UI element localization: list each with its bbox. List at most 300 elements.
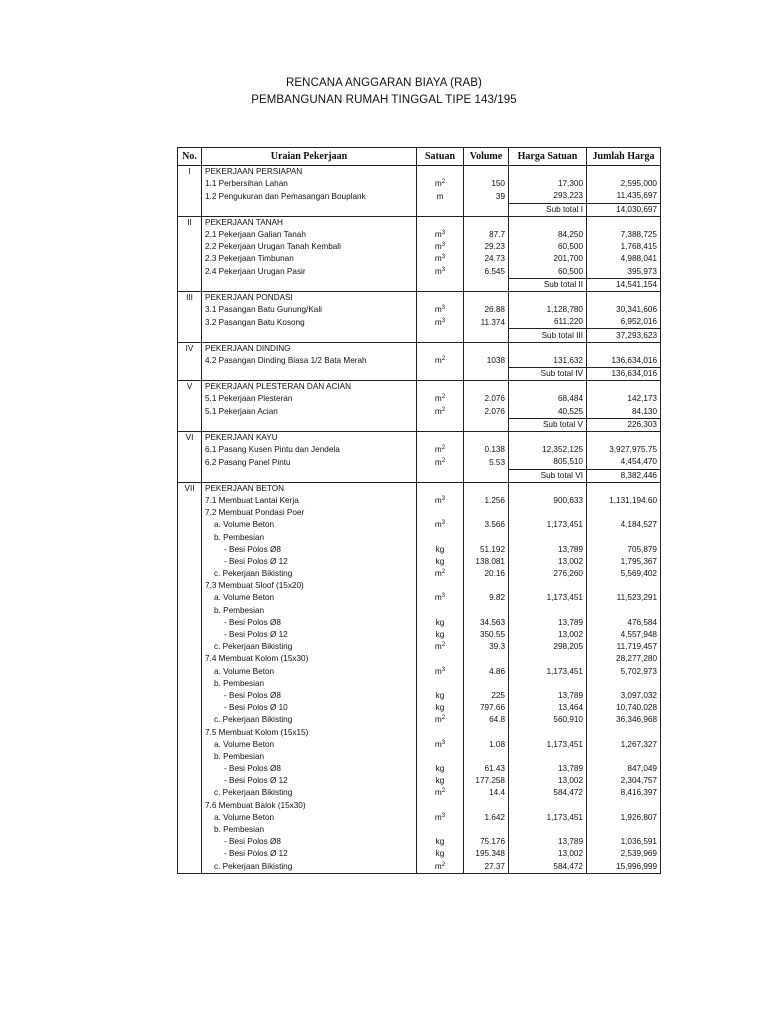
item-total (587, 507, 661, 519)
unit-text: m (434, 569, 442, 579)
unit-text: m (434, 861, 442, 871)
unit-exponent: 3 (441, 242, 446, 249)
item-row (178, 355, 661, 368)
number-cell (178, 702, 202, 714)
item-total: 3,097,032 (587, 690, 661, 702)
item-total: 15,996,999 (587, 861, 661, 874)
item-volume: 24.73 (464, 253, 509, 265)
item-total: 28,277,280 (587, 653, 661, 665)
number-cell (178, 641, 202, 653)
item-unit-price: 13,002 (509, 556, 587, 568)
item-total (587, 824, 661, 836)
item-unit-price: 13,464 (509, 702, 587, 714)
item-total: 1,768,415 (587, 241, 661, 253)
section-row (178, 431, 661, 444)
unit-text: m (434, 445, 442, 455)
item-row (178, 580, 661, 592)
item-unit (417, 393, 464, 405)
unit-cell (417, 368, 464, 381)
item-total: 30,341,606 (587, 304, 661, 316)
table-header-row (178, 148, 661, 166)
item-row (178, 568, 661, 580)
item-description: b. Pembesian (202, 605, 417, 617)
volume-cell (464, 482, 509, 495)
item-total (587, 726, 661, 738)
item-unit (417, 629, 464, 641)
item-description: 2.3 Pekerjaan Timbunan (202, 253, 417, 265)
item-row (178, 702, 661, 714)
unit-text: kg (435, 690, 445, 700)
unit-text: m (434, 242, 442, 252)
subtotal-label: Sub total VI (509, 469, 587, 482)
item-description: - Besi Polos Ø 12 (202, 629, 417, 641)
item-description: 6.2 Pasang Panel Pintu (202, 456, 417, 469)
item-volume (464, 531, 509, 543)
item-unit-price: 1,173,451 (509, 592, 587, 604)
unit-cell (417, 329, 464, 342)
item-description: b. Pembesian (202, 531, 417, 543)
col-header-jumlah-harga: Jumlah Harga (587, 148, 661, 166)
item-total (587, 800, 661, 812)
document-subtitle: PEMBANGUNAN RUMAH TINGGAL TIPE 143/195 (251, 94, 517, 106)
item-volume: 195.348 (464, 848, 509, 860)
number-cell (178, 368, 202, 381)
number-cell (178, 178, 202, 190)
item-volume: 150 (464, 178, 509, 190)
unit-text: m (434, 356, 442, 366)
item-row (178, 605, 661, 617)
item-row (178, 763, 661, 775)
subtotal-row (178, 368, 661, 381)
item-volume: 29.23 (464, 241, 509, 253)
number-cell (178, 666, 202, 678)
section-row (178, 216, 661, 229)
item-unit (417, 739, 464, 751)
item-description: - Besi Polos Ø 10 (202, 702, 417, 714)
unit-exponent: 2 (441, 569, 446, 576)
subtotal-row (178, 278, 661, 291)
unit-exponent: 3 (441, 593, 446, 600)
item-unit-price: 584,472 (509, 861, 587, 874)
unit-text: kg (435, 703, 445, 713)
item-row (178, 775, 661, 787)
section-row (178, 381, 661, 394)
item-unit (417, 617, 464, 629)
item-total: 476,584 (587, 617, 661, 629)
item-description: c. Pekerjaan Bikisting (202, 861, 417, 874)
unit-text: m (434, 394, 442, 404)
subtotal-value: 226,303 (587, 418, 661, 431)
item-total: 11,719,457 (587, 641, 661, 653)
item-unit (417, 824, 464, 836)
number-cell (178, 617, 202, 629)
item-unit (417, 507, 464, 519)
price-cell (509, 482, 587, 495)
item-unit (417, 580, 464, 592)
item-total: 3,927,975.75 (587, 444, 661, 456)
volume-cell (464, 431, 509, 444)
item-volume: 350.55 (464, 629, 509, 641)
description-cell (202, 368, 417, 381)
section-row (178, 342, 661, 355)
number-cell (178, 653, 202, 665)
item-unit-price (509, 678, 587, 690)
unit-cell (417, 278, 464, 291)
unit-text: m (434, 812, 442, 822)
unit-text: m (434, 254, 442, 264)
item-row (178, 178, 661, 190)
item-unit (417, 355, 464, 368)
subtotal-label: Sub total III (509, 329, 587, 342)
number-cell (178, 690, 202, 702)
col-header-harga-satuan: Harga Satuan (509, 148, 587, 166)
item-description: b. Pembesian (202, 824, 417, 836)
description-cell (202, 469, 417, 482)
item-description: 5.1 Pekerjaan Plesteran (202, 393, 417, 405)
item-description: a. Volume Beton (202, 519, 417, 531)
item-unit (417, 726, 464, 738)
number-cell (178, 229, 202, 241)
unit-text: m (434, 666, 442, 676)
col-header-uraian: Uraian Pekerjaan (202, 148, 417, 166)
item-total: 1,267,327 (587, 739, 661, 751)
unit-exponent: 3 (441, 266, 446, 273)
item-unit (417, 861, 464, 874)
number-cell (178, 848, 202, 860)
item-volume: 1.642 (464, 812, 509, 824)
item-unit (417, 836, 464, 848)
number-cell (178, 469, 202, 482)
number-cell (178, 266, 202, 279)
item-unit (417, 592, 464, 604)
item-row (178, 751, 661, 763)
unit-cell (417, 166, 464, 179)
item-row (178, 726, 661, 738)
item-row (178, 519, 661, 531)
item-row (178, 800, 661, 812)
total-cell (587, 482, 661, 495)
item-total: 10,740,028 (587, 702, 661, 714)
number-cell (178, 544, 202, 556)
volume-cell (464, 418, 509, 431)
unit-cell (417, 482, 464, 495)
item-description: - Besi Polos Ø8 (202, 617, 417, 629)
item-unit-price: 805,510 (509, 456, 587, 469)
item-total: 1,926,807 (587, 812, 661, 824)
item-volume: 177.258 (464, 775, 509, 787)
number-cell (178, 278, 202, 291)
item-unit-price: 1,128,780 (509, 304, 587, 316)
unit-text: kg (435, 630, 445, 640)
item-volume: 39 (464, 190, 509, 203)
item-unit-price (509, 653, 587, 665)
number-cell (178, 393, 202, 405)
item-volume (464, 800, 509, 812)
number-cell (178, 580, 202, 592)
item-description: c. Pekerjaan Bikisting (202, 714, 417, 726)
number-cell (178, 726, 202, 738)
item-description: 7.5 Membuat Kolom (15x15) (202, 726, 417, 738)
item-unit-price (509, 751, 587, 763)
item-unit-price: 13,789 (509, 544, 587, 556)
item-row (178, 592, 661, 604)
unit-exponent: 2 (441, 788, 446, 795)
item-total: 2,304,757 (587, 775, 661, 787)
unit-exponent: 3 (441, 812, 446, 819)
item-row (178, 812, 661, 824)
item-description: a. Volume Beton (202, 666, 417, 678)
section-number: IV (178, 342, 202, 355)
item-row (178, 714, 661, 726)
unit-exponent: 3 (441, 666, 446, 673)
price-cell (509, 216, 587, 229)
section-title: PEKERJAAN PONDASI (202, 291, 417, 304)
item-unit (417, 751, 464, 763)
item-description: 7.3 Membuat Sloof (15x20) (202, 580, 417, 592)
item-volume: 75.176 (464, 836, 509, 848)
number-cell (178, 861, 202, 874)
item-unit (417, 800, 464, 812)
item-unit-price (509, 824, 587, 836)
item-description: 7.6 Membuat Balok (15x30) (202, 800, 417, 812)
item-total: 11,435,697 (587, 190, 661, 203)
item-description: 2.1 Pekerjaan Galian Tanah (202, 229, 417, 241)
item-row (178, 316, 661, 329)
item-volume: 797.66 (464, 702, 509, 714)
subtotal-label: Sub total I (509, 203, 587, 216)
item-total: 5,702,973 (587, 666, 661, 678)
unit-text: m (434, 788, 442, 798)
number-cell (178, 316, 202, 329)
unit-cell (417, 381, 464, 394)
number-cell (178, 203, 202, 216)
number-cell (178, 253, 202, 265)
item-volume: 87.7 (464, 229, 509, 241)
item-unit-price: 13,789 (509, 617, 587, 629)
number-cell (178, 836, 202, 848)
item-volume (464, 751, 509, 763)
item-unit-price: 84,250 (509, 229, 587, 241)
unit-text: m (434, 317, 442, 327)
item-unit (417, 666, 464, 678)
total-cell (587, 381, 661, 394)
unit-exponent: 3 (441, 317, 446, 324)
unit-text: m (434, 520, 442, 530)
item-unit-price: 276,260 (509, 568, 587, 580)
item-volume (464, 580, 509, 592)
item-volume: 51.192 (464, 544, 509, 556)
item-unit-price: 293,223 (509, 190, 587, 203)
subtotal-label: Sub total IV (509, 368, 587, 381)
item-row (178, 787, 661, 799)
item-volume: 34.563 (464, 617, 509, 629)
item-row (178, 544, 661, 556)
section-title: PEKERJAAN BETON (202, 482, 417, 495)
item-row (178, 393, 661, 405)
item-volume: 3.566 (464, 519, 509, 531)
item-description: 3.2 Pasangan Batu Kosong (202, 316, 417, 329)
item-row (178, 629, 661, 641)
number-cell (178, 406, 202, 419)
item-unit (417, 190, 464, 203)
item-unit-price: 298,205 (509, 641, 587, 653)
number-cell (178, 190, 202, 203)
unit-cell (417, 469, 464, 482)
item-unit-price: 60,500 (509, 241, 587, 253)
item-unit (417, 848, 464, 860)
number-cell (178, 678, 202, 690)
item-unit-price: 900,633 (509, 495, 587, 507)
item-total (587, 580, 661, 592)
unit-text: m (434, 457, 442, 467)
description-cell (202, 418, 417, 431)
item-unit-price (509, 531, 587, 543)
subtotal-value: 136,634,016 (587, 368, 661, 381)
item-unit-price: 1,173,451 (509, 666, 587, 678)
unit-text: m (434, 715, 442, 725)
number-cell (178, 507, 202, 519)
number-cell (178, 444, 202, 456)
price-cell (509, 166, 587, 179)
item-unit-price: 560,910 (509, 714, 587, 726)
item-row (178, 304, 661, 316)
item-description: - Besi Polos Ø8 (202, 544, 417, 556)
subtotal-value: 14,541,154 (587, 278, 661, 291)
item-row (178, 617, 661, 629)
item-unit (417, 556, 464, 568)
unit-text: kg (435, 544, 445, 554)
unit-exponent: 3 (441, 520, 446, 527)
item-unit (417, 653, 464, 665)
item-volume (464, 507, 509, 519)
item-description: - Besi Polos Ø 12 (202, 556, 417, 568)
item-description: 2.2 Pekerjaan Urugan Tanah Kembali (202, 241, 417, 253)
item-volume: 1.256 (464, 495, 509, 507)
item-volume: 39.3 (464, 641, 509, 653)
unit-text: m (434, 305, 442, 315)
item-description: - Besi Polos Ø8 (202, 763, 417, 775)
section-title: PEKERJAAN DINDING (202, 342, 417, 355)
item-volume: 14.4 (464, 787, 509, 799)
item-unit (417, 456, 464, 469)
subtotal-row (178, 329, 661, 342)
number-cell (178, 568, 202, 580)
item-total: 395,973 (587, 266, 661, 279)
subtotal-value: 14,030,697 (587, 203, 661, 216)
unit-exponent: 3 (441, 305, 446, 312)
section-number: II (178, 216, 202, 229)
item-unit (417, 702, 464, 714)
item-total (587, 531, 661, 543)
item-unit-price: 13,002 (509, 775, 587, 787)
item-unit (417, 178, 464, 190)
item-description: 7.4 Membuat Kolom (15x30) (202, 653, 417, 665)
unit-text: kg (435, 776, 445, 786)
item-unit (417, 544, 464, 556)
table-body (178, 166, 661, 874)
item-unit-price: 584,472 (509, 787, 587, 799)
item-volume: 138.081 (464, 556, 509, 568)
item-volume (464, 824, 509, 836)
item-unit-price: 12,352,125 (509, 444, 587, 456)
item-total: 4,454,470 (587, 456, 661, 469)
unit-cell (417, 216, 464, 229)
unit-exponent: 3 (441, 495, 446, 502)
item-total: 11,523,291 (587, 592, 661, 604)
item-description: 4.2 Pasangan Dinding Biasa 1/2 Bata Merah (202, 355, 417, 368)
rab-table (177, 147, 661, 874)
item-row (178, 836, 661, 848)
item-description: a. Volume Beton (202, 739, 417, 751)
item-total: 2,539,969 (587, 848, 661, 860)
unit-exponent: 2 (441, 356, 446, 363)
item-unit (417, 568, 464, 580)
item-row (178, 531, 661, 543)
volume-cell (464, 329, 509, 342)
item-row (178, 666, 661, 678)
unit-exponent: 2 (441, 861, 446, 868)
unit-text: m (434, 495, 442, 505)
item-unit (417, 304, 464, 316)
item-row (178, 495, 661, 507)
unit-text: m (434, 406, 442, 416)
section-title: PEKERJAAN TANAH (202, 216, 417, 229)
item-total: 705,879 (587, 544, 661, 556)
item-unit-price: 1,173,451 (509, 739, 587, 751)
number-cell (178, 418, 202, 431)
item-unit (417, 775, 464, 787)
price-cell (509, 342, 587, 355)
item-unit (417, 519, 464, 531)
item-total: 7,388,725 (587, 229, 661, 241)
item-description: 5.1 Pekerjaan Acian (202, 406, 417, 419)
unit-text: m (434, 179, 442, 189)
item-row (178, 556, 661, 568)
unit-text: m (434, 739, 442, 749)
item-row (178, 241, 661, 253)
item-description: c. Pekerjaan Bikisting (202, 568, 417, 580)
subtotal-value: 8,382,446 (587, 469, 661, 482)
item-row (178, 848, 661, 860)
item-volume: 225 (464, 690, 509, 702)
item-row (178, 507, 661, 519)
unit-exponent: 2 (441, 715, 446, 722)
item-row (178, 253, 661, 265)
item-unit (417, 678, 464, 690)
item-row (178, 678, 661, 690)
unit-text: kg (435, 617, 445, 627)
item-volume: 2.076 (464, 393, 509, 405)
item-unit-price: 13,002 (509, 848, 587, 860)
col-header-satuan: Satuan (417, 148, 464, 166)
item-description: a. Volume Beton (202, 592, 417, 604)
item-unit-price: 201,700 (509, 253, 587, 265)
item-total (587, 751, 661, 763)
item-unit-price: 1,173,451 (509, 812, 587, 824)
item-row (178, 641, 661, 653)
number-cell (178, 531, 202, 543)
item-volume (464, 726, 509, 738)
section-number: V (178, 381, 202, 394)
item-volume: 0.138 (464, 444, 509, 456)
item-description: - Besi Polos Ø 12 (202, 775, 417, 787)
section-title: PEKERJAAN KAYU (202, 431, 417, 444)
item-volume: 26.88 (464, 304, 509, 316)
item-unit-price: 13,002 (509, 629, 587, 641)
subtotal-row (178, 418, 661, 431)
item-description: 7.1 Membuat Lantai Kerja (202, 495, 417, 507)
item-unit-price: 1,173,451 (509, 519, 587, 531)
